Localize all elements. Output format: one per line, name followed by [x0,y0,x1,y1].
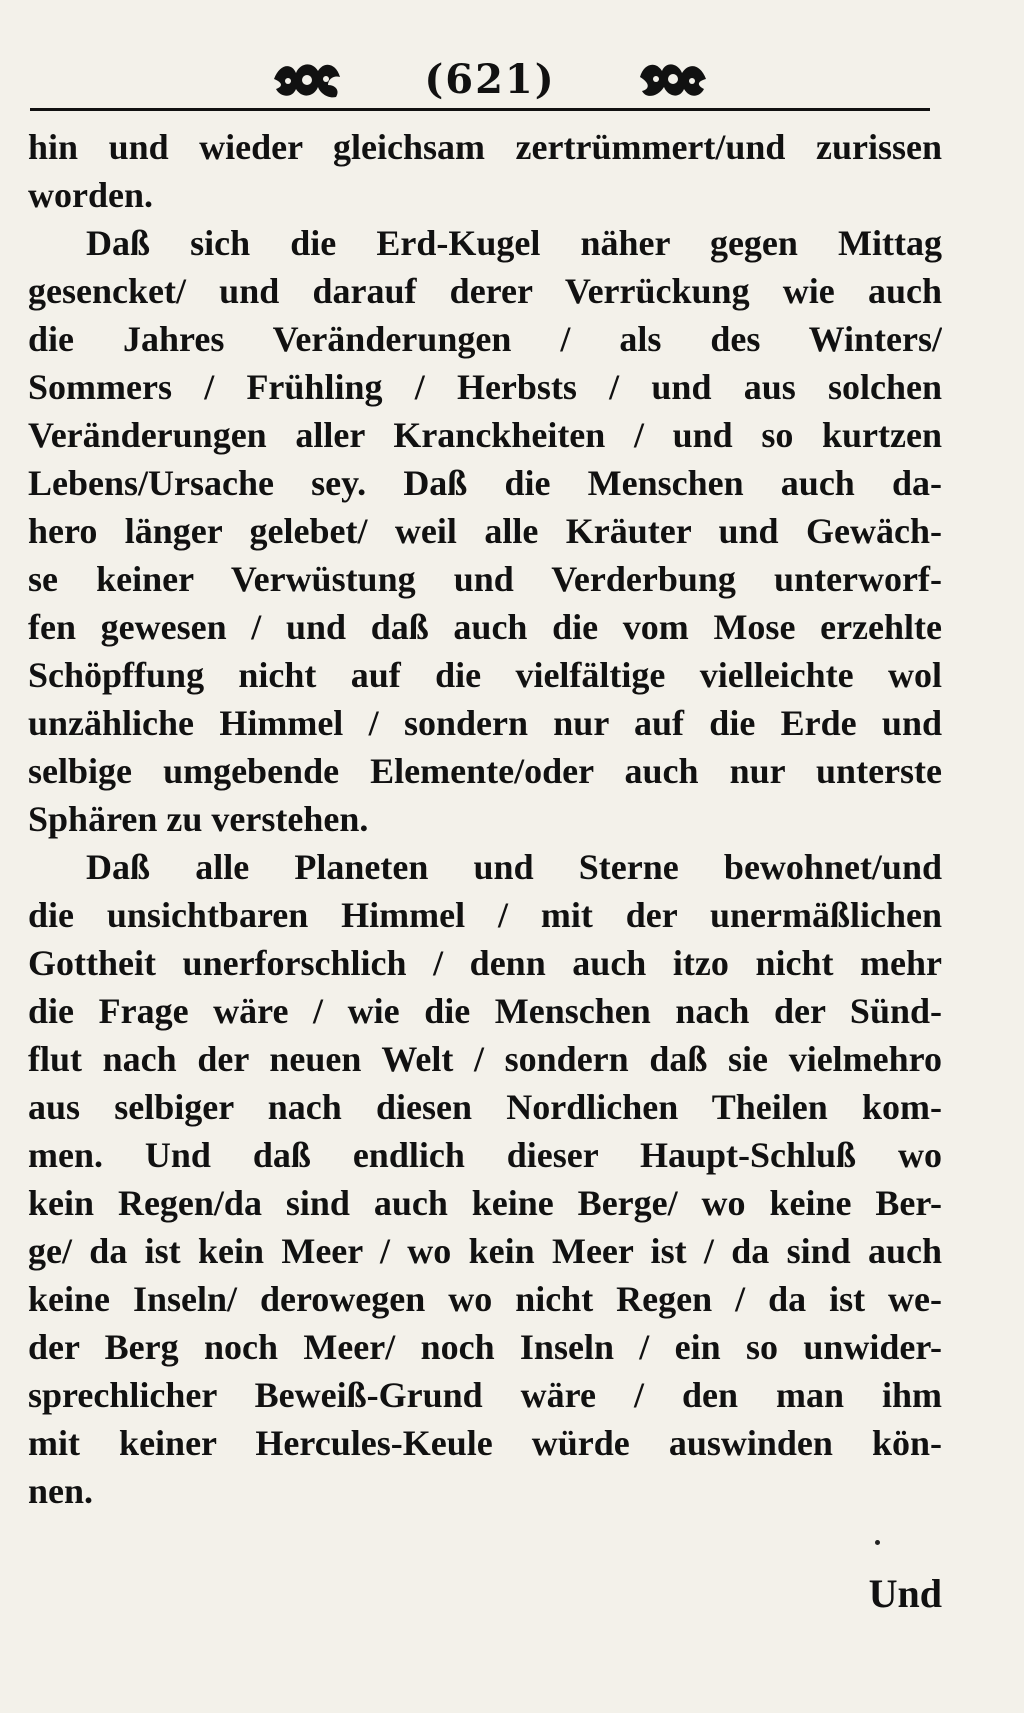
text-line: sprechlicher Beweiß-Grund wäre / den man ihm [28,1375,942,1415]
text-line: flut nach der neuen Welt / sondern daß sie vielmehro [28,1039,942,1079]
text-line: se keiner Verwüstung und Verderbung unterworf- [28,559,942,599]
text-line: worden. [28,175,153,215]
text-line: hero länger gelebet/ weil alle Kräuter und Gewäch- [28,511,942,551]
text-line: die unsichtbaren Himmel / mit der unermäßlichen [28,895,942,935]
text-line: Sommers / Frühling / Herbsts / und aus solchen [28,367,942,407]
text-line: kein Regen/da sind auch keine Berge/ wo keine Ber- [28,1183,942,1223]
text-line: selbige umgebende Elemente/oder auch nur unterste [28,751,942,791]
right-ornament-icon [636,55,710,103]
text-line: Daß alle Planeten und Sterne bewohnet/und [86,847,942,887]
text-line: mit keiner Hercules-Keule würde auswinden kön- [28,1423,942,1463]
text-line: Schöpffung nicht auf die vielfältige vielleichte wol [28,655,942,695]
text-line: gesencket/ und darauf derer Verrückung wie auch [28,271,942,311]
text-line: der Berg noch Meer/ noch Inseln / ein so unwider- [28,1327,942,1367]
text-line: nen. [28,1471,94,1511]
page-number: (621) [424,55,556,103]
header-rule [30,108,930,111]
text-line: hin und wieder gleichsam zertrümmert/und zurissen [28,127,942,167]
text-line: Veränderungen aller Kranckheiten / und so kurtzen [28,415,942,455]
text-line: fen gewesen / und daß auch die vom Mose erzehlte [28,607,942,647]
text-line: Daß sich die Erd-Kugel näher gegen Mittag [86,223,942,263]
page-header [270,44,710,114]
text-line: ge/ da ist kein Meer / wo kein Meer ist / da sind auch [28,1231,942,1271]
text-line: unzähliche Himmel / sondern nur auf die Erde und [28,703,942,743]
text-line: men. Und daß endlich dieser Haupt-Schluß wo [28,1135,942,1175]
text-line: Gottheit unerforschlich / denn auch itzo nicht mehr [28,943,942,983]
body-text [28,123,942,1515]
text-line: Sphären zu verstehen. [28,799,369,839]
text-line: keine Inseln/ derowegen wo nicht Regen / da ist we- [28,1279,942,1319]
text-line: die Frage wäre / wie die Menschen nach der Sünd- [28,991,942,1031]
text-line: die Jahres Veränderungen / als des Winters/ [28,319,942,359]
text-line: aus selbiger nach diesen Nordlichen Theilen kom- [28,1087,942,1127]
text-line: Lebens/Ursache sey. Daß die Menschen auch da- [28,463,942,503]
left-ornament-icon [270,55,344,103]
catchword: Und [868,1571,942,1616]
ink-speck [875,1540,880,1545]
